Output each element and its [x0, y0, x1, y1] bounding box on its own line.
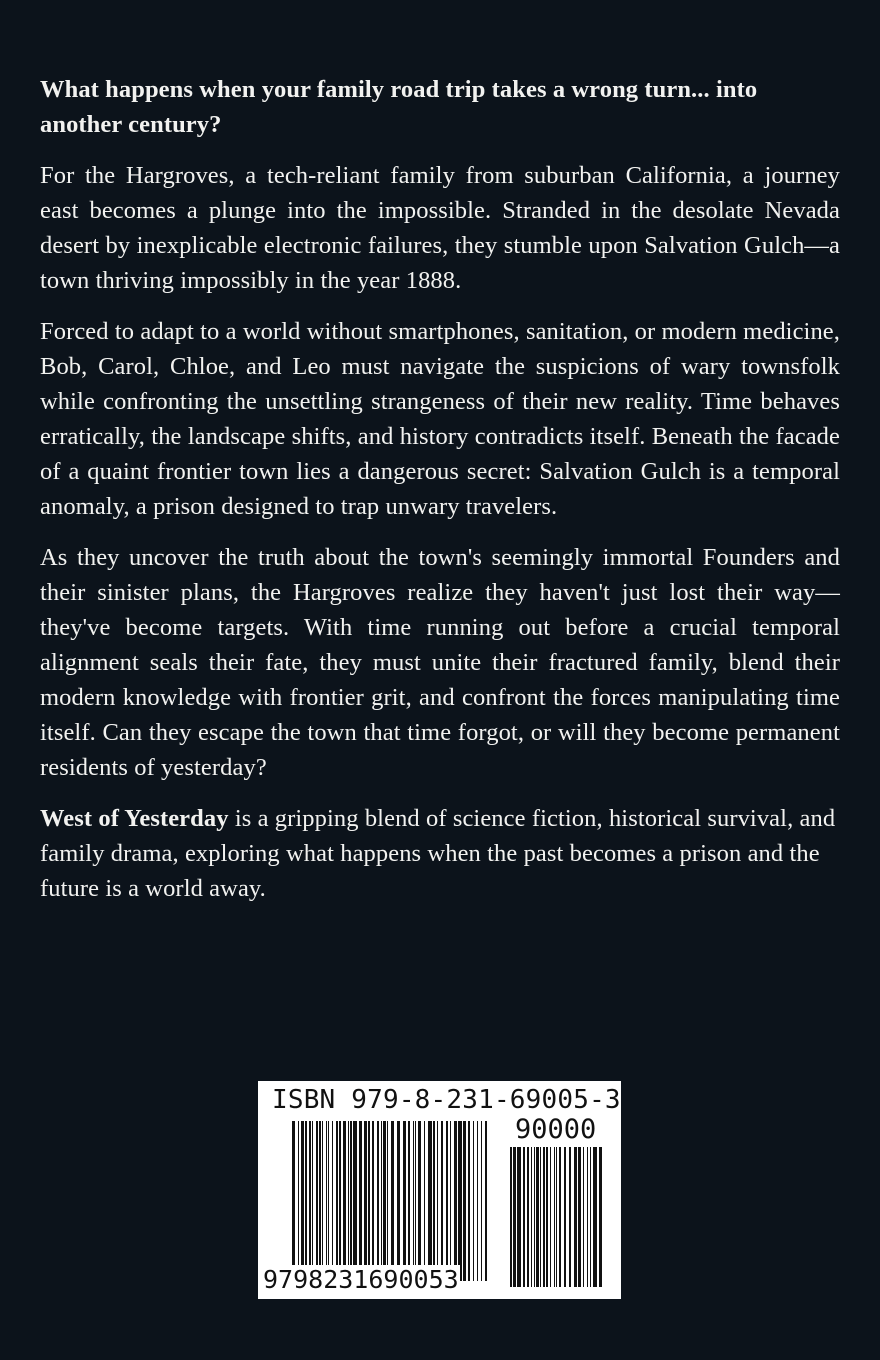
barcode-bar: [593, 1147, 597, 1287]
barcode-bar: [531, 1147, 532, 1287]
paragraph-3: As they uncover the truth about the town's seemingly immortal Founders and their sinister plans, the Hargroves realize they haven't just lost their way—they've become targets. With time running out before a crucial temporal alignment seals their fate, they must unite their fractured family, blend their modern knowledge with frontier grit, and confront the forces manipulating time itself. Can they escape the town that time forgot, or will they become permanent residents of yesterday?: [40, 544, 840, 781]
paragraph-2: Forced to adapt to a world without smartphones, sanitation, or modern medicine, Bob, Carol, Chloe, and Leo must navigate the suspicions of wary townsfolk while confronting the unsettling strangeness of their new reality. Time behaves erratically, the landscape shifts, and history contradicts itself. Beneath the facade of a quaint frontier town lies a dangerous secret: Salvation Gulch is a temporal anomaly, a prison designed to trap unwary travelers.: [40, 318, 840, 520]
barcode-bar: [418, 1121, 421, 1281]
barcode-bar: [540, 1147, 541, 1287]
barcode-bar: [353, 1121, 357, 1281]
back-cover-text: [40, 72, 840, 922]
barcode-bar: [364, 1121, 367, 1281]
barcode-bar: [559, 1147, 561, 1287]
barcode-bar: [377, 1121, 379, 1281]
barcode-bar: [413, 1121, 414, 1281]
barcode-bar: [383, 1121, 386, 1281]
barcode-bar: [554, 1147, 555, 1287]
barcode-bar: [322, 1121, 323, 1281]
barcode-bar: [408, 1121, 410, 1281]
barcode-bar: [546, 1147, 548, 1287]
barcode-bar: [336, 1121, 338, 1281]
barcode-bar: [312, 1121, 313, 1281]
barcode-bar: [569, 1147, 571, 1287]
barcode-bar: [485, 1121, 487, 1281]
barcode-bar: [403, 1121, 406, 1281]
barcode-bar: [481, 1121, 482, 1281]
barcode-digits: 9798231690053: [263, 1265, 459, 1294]
barcode-bar: [301, 1121, 304, 1281]
addon-barcode-bars: [510, 1147, 602, 1287]
barcode-bar: [397, 1121, 400, 1281]
barcode-bar: [381, 1121, 382, 1281]
barcode-bar: [583, 1147, 584, 1287]
book-title: West of Yesterday: [40, 805, 229, 832]
barcode-bar: [599, 1147, 602, 1287]
barcode-bar: [305, 1121, 307, 1281]
barcode-bar: [550, 1147, 551, 1287]
barcode-bar: [359, 1121, 362, 1281]
barcode-bar: [328, 1121, 329, 1281]
barcode-bar: [387, 1121, 388, 1281]
isbn-label: ISBN 979-8-231-69005-3: [272, 1085, 621, 1115]
barcode-bar: [428, 1121, 432, 1281]
barcode-bar: [534, 1147, 535, 1287]
barcode-bar: [298, 1121, 299, 1281]
barcode-bar: [477, 1121, 478, 1281]
barcode-bar: [556, 1147, 557, 1287]
barcode-bar: [564, 1147, 566, 1287]
barcode-bar: [450, 1121, 451, 1281]
closing-text: is a gripping blend of science fiction, historical survival, and family drama, exploring what happens when the past becomes a prison and the future is a world away.: [40, 805, 836, 902]
barcode-bar: [543, 1147, 545, 1287]
barcode-bar: [590, 1147, 591, 1287]
barcode-bar: [348, 1121, 349, 1281]
paragraph-1: For the Hargroves, a tech-reliant family from suburban California, a journey east becomes a plunge into the impossible. Stranded in the desolate Nevada desert by inexplicable electronic failures, they stumble upon Salvation Gulch—a town thriving impossibly in the year 1888.: [40, 162, 840, 294]
barcode-bar: [578, 1147, 581, 1287]
isbn-barcode: [258, 1081, 621, 1299]
barcode-bar: [309, 1121, 311, 1281]
barcode-bar: [292, 1121, 295, 1281]
barcode-bar: [326, 1121, 327, 1281]
barcode-bar: [468, 1121, 470, 1281]
barcode-bar: [424, 1121, 425, 1281]
barcode-bar: [458, 1121, 462, 1281]
price-code: 90000: [515, 1114, 597, 1145]
barcode-bar: [316, 1121, 318, 1281]
barcode-bar: [433, 1121, 435, 1281]
barcode-bar: [473, 1121, 474, 1281]
barcode-bar: [319, 1121, 321, 1281]
closing-paragraph: [40, 801, 840, 906]
barcode-bar: [339, 1121, 341, 1281]
barcode-bar: [454, 1121, 457, 1281]
barcode-bar: [332, 1121, 333, 1281]
barcode-bar: [513, 1147, 516, 1287]
barcode-bar: [441, 1121, 443, 1281]
barcode-bar: [536, 1147, 539, 1287]
headline: What happens when your family road trip takes a wrong turn... into another century?: [40, 76, 758, 138]
barcode-bar: [446, 1121, 448, 1281]
barcode-bar: [527, 1147, 529, 1287]
barcode-bar: [372, 1121, 374, 1281]
barcode-bar: [523, 1147, 525, 1287]
barcode-bar: [415, 1121, 416, 1281]
barcode-bar: [437, 1121, 438, 1281]
barcode-bar: [587, 1147, 588, 1287]
barcode-bar: [368, 1121, 370, 1281]
barcode-bar: [463, 1121, 466, 1281]
barcode-bar: [343, 1121, 346, 1281]
barcode-bar: [517, 1147, 521, 1287]
barcode-bar: [574, 1147, 577, 1287]
barcode-bar: [391, 1121, 394, 1281]
barcode-bar: [350, 1121, 352, 1281]
barcode-bar: [510, 1147, 512, 1287]
main-barcode-bars: [292, 1121, 487, 1281]
